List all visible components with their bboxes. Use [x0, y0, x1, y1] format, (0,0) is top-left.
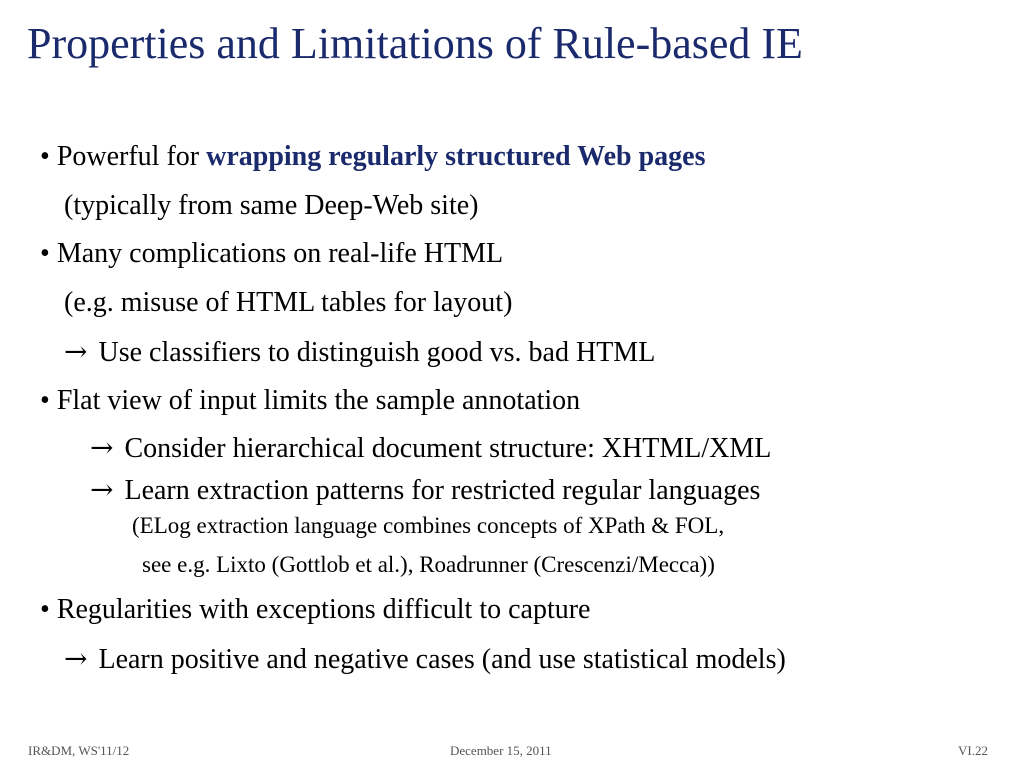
bullet-line-regularities: [40, 594, 590, 626]
bullet-text: Flat view of input limits the sample annotation: [56, 385, 581, 416]
footer-page-number: VI.22: [958, 743, 988, 758]
note-text: see e.g. Lixto (Gottlob et al.), Roadrunner (Crescenzi/Mecca)): [142, 552, 715, 577]
arrow-line-learn-cases: [64, 643, 786, 676]
arrow-line-classifiers: [64, 336, 655, 369]
bullet-text: Regularities with exceptions difficult to capture: [56, 594, 591, 625]
right-arrow-icon: →: [90, 431, 114, 464]
bullet-text: Many complications on real-life HTML: [56, 238, 504, 269]
bullet-line-powerful: [40, 141, 705, 173]
footer-date: December 15, 2011: [450, 743, 552, 758]
arrow-text: Use classifiers to distinguish good vs. bad HTML: [98, 337, 656, 368]
right-arrow-icon: →: [64, 642, 88, 675]
arrow-text: Learn extraction patterns for restricted regular languages: [124, 475, 761, 506]
bullet-line-flat-view: [40, 385, 580, 417]
bullet-mark: •: [40, 385, 50, 416]
footer-course: IR&DM, WS'11/12: [28, 743, 130, 758]
arrow-text: Consider hierarchical document structure: XHTML/XML: [124, 433, 772, 464]
sub-text: (typically from same Deep-Web site): [64, 190, 479, 221]
sub-text: (e.g. misuse of HTML tables for layout): [64, 287, 513, 318]
bullet-line-complications: [40, 238, 503, 270]
bullet-mark: •: [40, 594, 50, 625]
arrow-line-extraction-patterns: [90, 474, 760, 507]
sub-line-misuse: [64, 287, 512, 319]
note-text: (ELog extraction language combines concepts of XPath & FOL,: [132, 513, 725, 538]
bullet-mark: •: [40, 238, 50, 269]
right-arrow-icon: →: [90, 473, 114, 506]
emphasis-text: wrapping regularly structured Web pages: [206, 141, 706, 172]
right-arrow-icon: →: [64, 335, 88, 368]
sub-line-deep-web: [64, 190, 478, 222]
bullet-mark: •: [40, 141, 50, 172]
arrow-line-hierarchical: [90, 432, 771, 465]
bullet-text: Powerful for: [56, 141, 200, 172]
note-line-elog: [132, 512, 724, 540]
slide-title: Properties and Limitations of Rule-based IE: [27, 19, 803, 68]
arrow-text: Learn positive and negative cases (and use statistical models): [98, 644, 786, 675]
note-line-lixto: [142, 551, 715, 579]
